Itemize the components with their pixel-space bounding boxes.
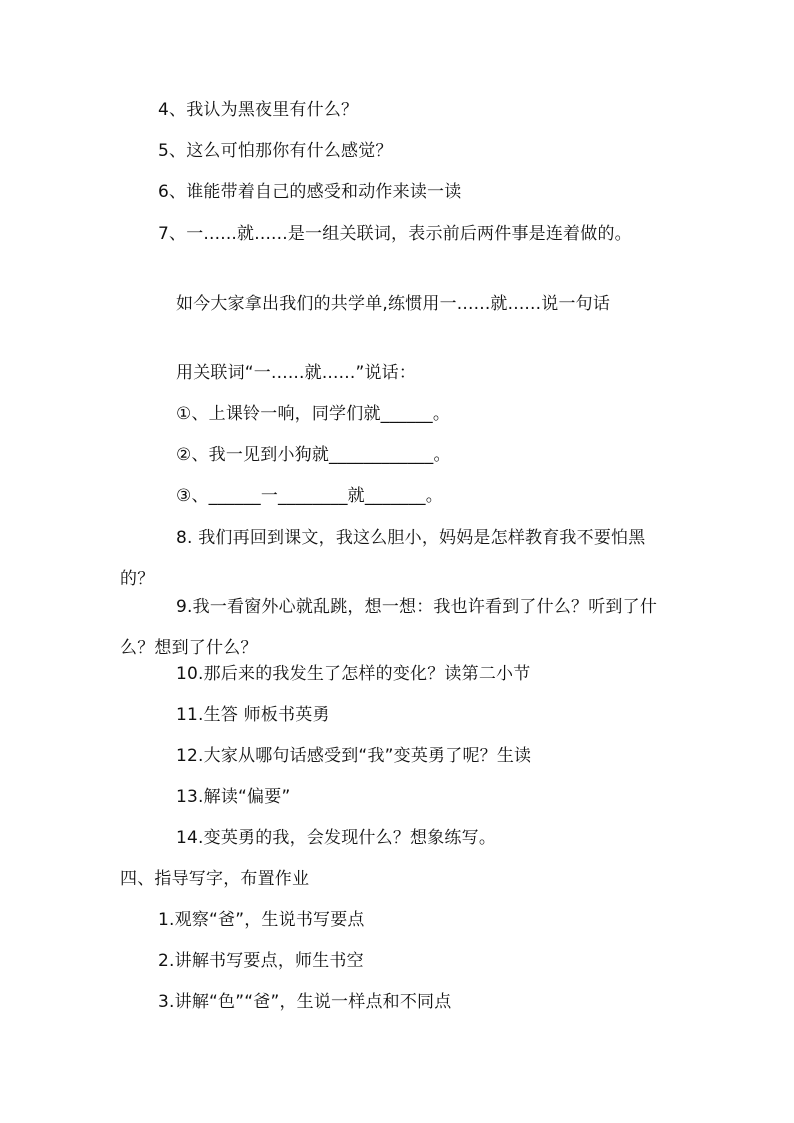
writing-step-1: 1.观察“爸”，生说书写要点 <box>158 910 365 930</box>
item-5: 5、这么可怕那你有什么感觉？ <box>158 141 393 161</box>
item-13: 13.解读“偏要” <box>176 787 291 807</box>
item-9: 9.我一看窗外心就乱跳，想一想：我也许看到了什么？听到了什么？想到了什么？ <box>120 597 658 658</box>
item-4: 4、我认为黑夜里有什么？ <box>158 100 359 120</box>
exercise-1: ①、上课铃一响，同学们就______。 <box>176 404 451 424</box>
item-10: 10.那后来的我发生了怎样的变化？读第二小节 <box>176 664 531 684</box>
writing-step-3: 3.讲解“色”“爸”，生说一样点和不同点 <box>158 992 452 1012</box>
connective-heading: 用关联词“一......就......”说话： <box>176 363 417 383</box>
item-8: 8. 我们再回到课文，我这么胆小，妈妈是怎样教育我不要怕黑的？ <box>120 528 646 589</box>
section-heading: 四、指导写字，布置作业 <box>120 869 310 889</box>
exercise-2: ②、我一见到小狗就____________。 <box>176 445 451 465</box>
item-12: 12.大家从哪句话感受到“我”变英勇了呢？生读 <box>176 746 532 766</box>
writing-step-2: 2.讲解书写要点，师生书空 <box>158 951 364 971</box>
item-11: 11.生答 师板书英勇 <box>176 705 330 725</box>
item-7: 7、一......就......是一组关联词，表示前后两件事是连着做的。 <box>158 224 632 244</box>
practice-instruction: 如今大家拿出我们的共学单,练惯用一......就......说一句话 <box>176 294 611 314</box>
item-6: 6、谁能带着自己的感受和动作来读一读 <box>158 182 462 202</box>
exercise-3: ③、______一________就_______。 <box>176 486 443 506</box>
item-14: 14.变英勇的我，会发现什么？想象练写。 <box>176 828 497 848</box>
